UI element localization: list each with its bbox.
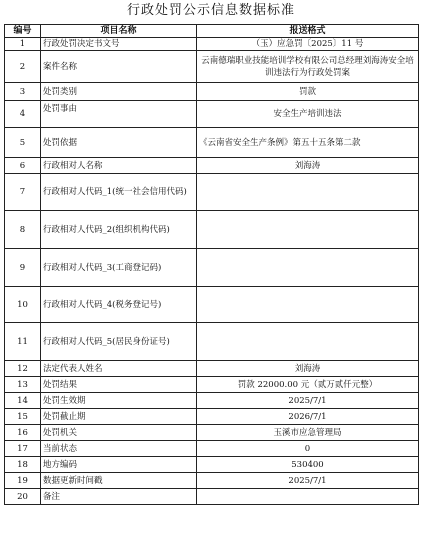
row-item: 处罚截止期 — [41, 409, 197, 425]
row-num: 19 — [5, 473, 41, 489]
row-item: 行政相对人名称 — [41, 158, 197, 174]
row-item: 行政相对人代码_1(统一社会信用代码) — [41, 174, 197, 211]
row-item: 当前状态 — [41, 441, 197, 457]
row-num: 1 — [5, 38, 41, 51]
row-num: 6 — [5, 158, 41, 174]
row-num: 4 — [5, 101, 41, 128]
table-row — [5, 441, 419, 457]
row-item: 行政相对人代码_2(组织机构代码) — [41, 211, 197, 249]
row-value: 玉溪市应急管理局 — [197, 425, 419, 441]
table-row — [5, 158, 419, 174]
table-row — [5, 377, 419, 393]
table-row — [5, 393, 419, 409]
row-num: 2 — [5, 51, 41, 83]
table-row — [5, 211, 419, 249]
row-value — [197, 174, 419, 211]
row-num: 12 — [5, 361, 41, 377]
row-value: 罚款 — [197, 83, 419, 101]
row-item: 行政相对人代码_3(工商登记码) — [41, 249, 197, 287]
header-item: 项目名称 — [41, 25, 197, 38]
row-item: 处罚机关 — [41, 425, 197, 441]
row-value — [197, 211, 419, 249]
row-item: 法定代表人姓名 — [41, 361, 197, 377]
row-item: 行政相对人代码_4(税务登记号) — [41, 287, 197, 323]
row-item: 行政相对人代码_5(居民身份证号) — [41, 323, 197, 361]
table-row — [5, 128, 419, 158]
table-row — [5, 425, 419, 441]
row-value: 《云南省安全生产条例》第五十五条第二款 — [197, 128, 419, 158]
row-value: 刘海涛 — [197, 361, 419, 377]
header-format: 报送格式 — [197, 25, 419, 38]
row-num: 10 — [5, 287, 41, 323]
row-num: 14 — [5, 393, 41, 409]
row-num: 13 — [5, 377, 41, 393]
row-num: 18 — [5, 457, 41, 473]
document-title: 行政处罚公示信息数据标准 — [126, 3, 295, 18]
row-value — [197, 489, 419, 505]
row-item: 处罚类别 — [41, 83, 197, 101]
row-num: 3 — [5, 83, 41, 101]
table-row — [5, 51, 419, 83]
row-num: 16 — [5, 425, 41, 441]
table-row — [5, 287, 419, 323]
table-row — [5, 249, 419, 287]
row-item: 处罚依据 — [41, 128, 197, 158]
row-num: 11 — [5, 323, 41, 361]
row-value: 530400 — [197, 457, 419, 473]
row-value: 安全生产培训违法 — [197, 101, 419, 128]
row-num: 17 — [5, 441, 41, 457]
row-item: 处罚事由 — [41, 101, 197, 128]
row-num: 15 — [5, 409, 41, 425]
row-value: 2025/7/1 — [197, 393, 419, 409]
row-value: 2025/7/1 — [197, 473, 419, 489]
table-row — [5, 83, 419, 101]
row-num: 7 — [5, 174, 41, 211]
table-row — [5, 489, 419, 505]
header-num: 编号 — [5, 25, 41, 38]
table-row — [5, 361, 419, 377]
table-row — [5, 38, 419, 51]
table-row — [5, 473, 419, 489]
row-value: 2026/7/1 — [197, 409, 419, 425]
table-row — [5, 101, 419, 128]
row-item: 处罚结果 — [41, 377, 197, 393]
row-num: 8 — [5, 211, 41, 249]
row-item: 地方编码 — [41, 457, 197, 473]
row-item: 案件名称 — [41, 51, 197, 83]
row-item: 备注 — [41, 489, 197, 505]
table-row — [5, 174, 419, 211]
table-header-row — [5, 25, 419, 38]
table-row — [5, 323, 419, 361]
row-value: （玉）应急罚〔2025〕11 号 — [197, 38, 419, 51]
row-value — [197, 323, 419, 361]
row-value: 刘海涛 — [197, 158, 419, 174]
row-item: 行政处罚决定书文号 — [41, 38, 197, 51]
row-item: 处罚生效期 — [41, 393, 197, 409]
row-num: 9 — [5, 249, 41, 287]
row-value — [197, 287, 419, 323]
data-standard-table — [4, 24, 419, 505]
row-value: 罚款 22000.00 元（贰万贰仟元整） — [197, 377, 419, 393]
row-value: 云南德瑞职业技能培训学校有限公司总经理刘海涛安全培训违法行为行政处罚案 — [197, 51, 419, 83]
table-row — [5, 409, 419, 425]
table-row — [5, 457, 419, 473]
row-num: 5 — [5, 128, 41, 158]
row-value: 0 — [197, 441, 419, 457]
row-num: 20 — [5, 489, 41, 505]
row-item: 数据更新时间戳 — [41, 473, 197, 489]
row-value — [197, 249, 419, 287]
